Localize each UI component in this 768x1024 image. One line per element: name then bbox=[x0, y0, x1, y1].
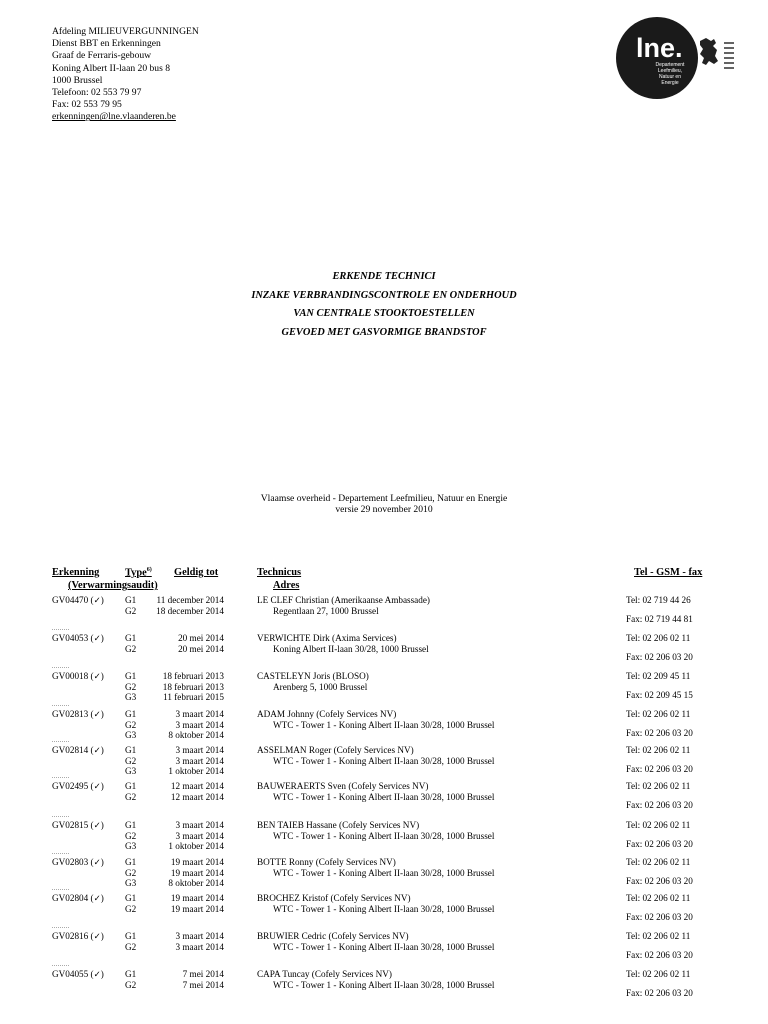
entry-separator bbox=[52, 853, 69, 854]
valid-until-date: 19 maart 2014 bbox=[170, 903, 224, 914]
gas-type: G2 bbox=[125, 903, 137, 914]
gas-type: G2 bbox=[125, 791, 137, 802]
gas-type: G3 bbox=[125, 692, 137, 703]
sender-line: 1000 Brussel bbox=[52, 74, 103, 86]
erkenning-number: GV02804 (✓) bbox=[52, 893, 104, 904]
telephone-number: Tel: 02 206 02 11 bbox=[626, 969, 691, 979]
valid-until-date: 19 maart 2014 bbox=[170, 857, 224, 867]
valid-until-date: 19 maart 2014 bbox=[170, 867, 224, 878]
valid-until-date: 18 februari 2013 bbox=[162, 681, 224, 692]
fax-number: Fax: 02 206 03 20 bbox=[626, 652, 693, 662]
header-contact: Tel - GSM - fax bbox=[634, 567, 703, 578]
erkenning-number: GV00018 (✓) bbox=[52, 671, 104, 682]
gas-type: G1 bbox=[125, 893, 137, 903]
sender-line: Koning Albert II-laan 20 bus 8 bbox=[52, 62, 171, 74]
gas-type: G3 bbox=[125, 730, 137, 741]
valid-until-date: 3 maart 2014 bbox=[175, 830, 224, 841]
checkmark-icon: ✓ bbox=[93, 894, 101, 904]
erkenning-number: GV02814 (✓) bbox=[52, 745, 104, 756]
erkenning-number: GV02813 (✓) bbox=[52, 709, 104, 720]
entry-separator bbox=[52, 965, 69, 966]
telephone-number: Tel: 02 206 02 11 bbox=[626, 633, 691, 643]
header-geldig-tot: Geldig tot bbox=[174, 567, 219, 578]
header-type-footnote: 6) bbox=[146, 567, 152, 573]
gas-type: G1 bbox=[125, 969, 137, 979]
gas-type: G1 bbox=[125, 745, 137, 755]
technician-name: ADAM Johnny (Cofely Services NV) bbox=[257, 709, 397, 719]
checkmark-icon: ✓ bbox=[93, 596, 101, 606]
telephone-number: Tel: 02 206 02 11 bbox=[626, 745, 691, 755]
technician-address: WTC - Tower 1 - Koning Albert II-laan 30/28, 1000 Brussel bbox=[273, 719, 495, 730]
valid-until-date: 3 maart 2014 bbox=[175, 931, 224, 941]
gas-type: G1 bbox=[125, 633, 137, 643]
fax-number: Fax: 02 206 03 20 bbox=[626, 876, 693, 886]
gas-type: G3 bbox=[125, 766, 137, 777]
gas-type: G2 bbox=[125, 755, 137, 766]
logo-wordmark: lne. bbox=[636, 33, 683, 63]
telephone-number: Tel: 02 206 02 11 bbox=[626, 893, 691, 903]
technician-name: BOTTE Ronny (Cofely Services NV) bbox=[257, 857, 396, 867]
valid-until-date: 8 oktober 2014 bbox=[168, 730, 224, 741]
sender-line: Dienst BBT en Erkenningen bbox=[52, 38, 161, 50]
telephone-number: Tel: 02 206 02 11 bbox=[626, 931, 691, 941]
checkmark-icon: ✓ bbox=[93, 970, 101, 980]
gas-type: G3 bbox=[125, 841, 137, 852]
gas-type: G2 bbox=[125, 830, 137, 841]
valid-until-date: 1 oktober 2014 bbox=[168, 841, 224, 852]
gas-type: G2 bbox=[125, 719, 137, 730]
flemish-lion-icon bbox=[700, 38, 718, 65]
erkenning-number: GV02803 (✓) bbox=[52, 857, 104, 868]
valid-until-date: 20 mei 2014 bbox=[178, 643, 224, 654]
technician-address: Arenberg 5, 1000 Brussel bbox=[273, 681, 368, 692]
valid-until-date: 11 februari 2015 bbox=[163, 692, 224, 703]
checkmark-icon: ✓ bbox=[93, 821, 101, 831]
fax-number: Fax: 02 206 03 20 bbox=[626, 912, 693, 922]
entry-separator bbox=[52, 927, 69, 928]
entry-separator bbox=[52, 667, 69, 668]
telephone-number: Tel: 02 206 02 11 bbox=[626, 857, 691, 867]
technician-address: WTC - Tower 1 - Koning Albert II-laan 30/28, 1000 Brussel bbox=[273, 941, 495, 952]
lne-logo-graphic bbox=[616, 17, 738, 99]
erkenning-id: GV02804 ( bbox=[52, 893, 94, 903]
valid-until-date: 8 oktober 2014 bbox=[168, 878, 224, 889]
gas-type: G1 bbox=[125, 709, 137, 719]
sender-address-block bbox=[52, 26, 199, 124]
technician-name: BROCHEZ Kristof (Cofely Services NV) bbox=[257, 893, 411, 903]
technician-name: LE CLEF Christian (Amerikaanse Ambassade) bbox=[257, 595, 430, 605]
valid-until-date: 12 maart 2014 bbox=[170, 781, 224, 791]
valid-until-date: 3 maart 2014 bbox=[175, 745, 224, 755]
valid-until-date: 1 oktober 2014 bbox=[168, 766, 224, 777]
erkenning-id: GV02816 ( bbox=[52, 931, 94, 941]
erkenning-id: GV04470 ( bbox=[52, 595, 94, 605]
entry-separator bbox=[52, 889, 69, 890]
header-verwarmingsaudit: (Verwarmingsaudit) bbox=[68, 580, 158, 591]
stripes-decoration bbox=[724, 43, 734, 68]
title-line: INZAKE VERBRANDINGSCONTROLE EN ONDERHOUD bbox=[251, 289, 517, 301]
fax-number: Fax: 02 209 45 15 bbox=[626, 690, 693, 700]
checkmark-icon: ✓ bbox=[93, 634, 101, 644]
gas-type: G2 bbox=[125, 605, 137, 616]
sender-line: Telefoon: 02 553 79 97 bbox=[52, 87, 142, 99]
header-erkenning: Erkenning bbox=[52, 567, 100, 578]
technician-name: BAUWERAERTS Sven (Cofely Services NV) bbox=[257, 781, 429, 791]
technician-address: Regentlaan 27, 1000 Brussel bbox=[273, 605, 379, 616]
technician-address: WTC - Tower 1 - Koning Albert II-laan 30/28, 1000 Brussel bbox=[273, 755, 495, 766]
telephone-number: Tel: 02 719 44 26 bbox=[626, 595, 691, 605]
erkenning-id: GV02815 ( bbox=[52, 820, 94, 830]
technician-name: BEN TAIEB Hassane (Cofely Services NV) bbox=[257, 820, 420, 830]
erkenning-id: GV04053 ( bbox=[52, 633, 94, 643]
valid-until-date: 3 maart 2014 bbox=[175, 755, 224, 766]
header-adres: Adres bbox=[273, 580, 300, 591]
technician-address: WTC - Tower 1 - Koning Albert II-laan 30/28, 1000 Brussel bbox=[273, 979, 495, 990]
gas-type: G2 bbox=[125, 867, 137, 878]
telephone-number: Tel: 02 206 02 11 bbox=[626, 781, 691, 791]
sender-line: Afdeling MILIEUVERGUNNINGEN bbox=[52, 26, 199, 37]
version-date: versie 29 november 2010 bbox=[335, 504, 433, 516]
gas-type: G1 bbox=[125, 595, 137, 605]
technician-name: ASSELMAN Roger (Cofely Services NV) bbox=[257, 745, 414, 755]
gas-type: G3 bbox=[125, 878, 137, 889]
erkenning-id: GV02803 ( bbox=[52, 857, 94, 867]
gas-type: G1 bbox=[125, 857, 137, 867]
valid-until-date: 3 maart 2014 bbox=[175, 941, 224, 952]
logo-subtitle: Leefmilieu, bbox=[657, 68, 683, 74]
erkenning-id: GV00018 ( bbox=[52, 671, 94, 681]
checkmark-icon: ✓ bbox=[93, 710, 101, 720]
valid-until-date: 7 mei 2014 bbox=[182, 969, 224, 979]
entry-separator bbox=[52, 629, 69, 630]
telephone-number: Tel: 02 206 02 11 bbox=[626, 709, 691, 719]
title-line: VAN CENTRALE STOOKTOESTELLEN bbox=[293, 308, 475, 320]
gas-type: G2 bbox=[125, 681, 137, 692]
valid-until-date: 7 mei 2014 bbox=[182, 979, 224, 990]
checkmark-icon: ✓ bbox=[93, 782, 101, 792]
erkenning-number: GV02815 (✓) bbox=[52, 820, 104, 831]
erkenning-number: GV04053 (✓) bbox=[52, 633, 104, 644]
publisher-line: Vlaamse overheid - Departement Leefmilieu, Natuur en Energie bbox=[260, 493, 508, 504]
fax-number: Fax: 02 206 03 20 bbox=[626, 988, 693, 998]
gas-type: G2 bbox=[125, 643, 137, 654]
erkenning-number: GV02816 (✓) bbox=[52, 931, 104, 942]
erkenning-id: GV02814 ( bbox=[52, 745, 94, 755]
gas-type: G1 bbox=[125, 781, 137, 791]
header-technicus: Technicus bbox=[257, 567, 302, 578]
valid-until-date: 18 februari 2013 bbox=[162, 671, 224, 681]
technician-address: WTC - Tower 1 - Koning Albert II-laan 30/28, 1000 Brussel bbox=[273, 867, 495, 878]
technician-name: BRUWIER Cedric (Cofely Services NV) bbox=[257, 931, 409, 941]
telephone-number: Tel: 02 206 02 11 bbox=[626, 820, 691, 830]
technician-name: VERWICHTE Dirk (Axima Services) bbox=[257, 633, 397, 643]
email-link[interactable]: erkenningen@lne.vlaanderen.be bbox=[52, 111, 176, 123]
erkenning-number: GV04470 (✓) bbox=[52, 595, 104, 606]
telephone-number: Tel: 02 209 45 11 bbox=[626, 671, 691, 681]
erkenning-id: GV02495 ( bbox=[52, 781, 94, 791]
checkmark-icon: ✓ bbox=[93, 932, 101, 942]
logo-subtitle: Energie bbox=[661, 80, 679, 86]
version-block bbox=[0, 493, 768, 516]
valid-until-date: 12 maart 2014 bbox=[170, 791, 224, 802]
checkmark-icon: ✓ bbox=[93, 746, 101, 756]
gas-type: G2 bbox=[125, 979, 137, 990]
fax-number: Fax: 02 206 03 20 bbox=[626, 800, 693, 810]
fax-number: Fax: 02 206 03 20 bbox=[626, 764, 693, 774]
gas-type: G1 bbox=[125, 820, 137, 830]
erkenning-id: GV02813 ( bbox=[52, 709, 94, 719]
header-type bbox=[125, 567, 152, 578]
valid-until-date: 20 mei 2014 bbox=[178, 633, 224, 643]
sender-line: Fax: 02 553 79 95 bbox=[52, 99, 122, 111]
entry-separator bbox=[52, 705, 69, 706]
title-line: GEVOED MET GASVORMIGE BRANDSTOF bbox=[281, 326, 487, 338]
fax-number: Fax: 02 719 44 81 bbox=[626, 614, 693, 624]
valid-until-date: 11 december 2014 bbox=[156, 595, 224, 605]
document-title bbox=[0, 268, 768, 342]
erkenning-id: GV04055 ( bbox=[52, 969, 94, 979]
checkmark-icon: ✓ bbox=[93, 672, 101, 682]
gas-type: G1 bbox=[125, 671, 137, 681]
fax-number: Fax: 02 206 03 20 bbox=[626, 950, 693, 960]
gas-type: G1 bbox=[125, 931, 137, 941]
technician-address: WTC - Tower 1 - Koning Albert II-laan 30/28, 1000 Brussel bbox=[273, 791, 495, 802]
fax-number: Fax: 02 206 03 20 bbox=[626, 728, 693, 738]
entry-separator bbox=[52, 816, 69, 817]
header-type-label: Type bbox=[125, 567, 147, 579]
technician-address: Koning Albert II-laan 30/28, 1000 Brussel bbox=[273, 643, 429, 654]
technician-name: CASTELEYN Joris (BLOSO) bbox=[257, 671, 369, 681]
technician-address: WTC - Tower 1 - Koning Albert II-laan 30/28, 1000 Brussel bbox=[273, 830, 495, 841]
sender-line: Graaf de Ferraris-gebouw bbox=[52, 50, 152, 62]
lne-logo bbox=[616, 17, 738, 99]
valid-until-date: 18 december 2014 bbox=[156, 605, 224, 616]
valid-until-date: 3 maart 2014 bbox=[175, 820, 224, 830]
erkenning-number: GV04055 (✓) bbox=[52, 969, 104, 980]
valid-until-date: 3 maart 2014 bbox=[175, 709, 224, 719]
erkenning-number: GV02495 (✓) bbox=[52, 781, 104, 792]
logo-subtitle: Departement bbox=[655, 62, 685, 68]
technician-address: WTC - Tower 1 - Koning Albert II-laan 30/28, 1000 Brussel bbox=[273, 903, 495, 914]
entry-separator bbox=[52, 777, 69, 778]
fax-number: Fax: 02 206 03 20 bbox=[626, 839, 693, 849]
checkmark-icon: ✓ bbox=[93, 858, 101, 868]
logo-subtitle: Natuur en bbox=[659, 74, 681, 80]
valid-until-date: 3 maart 2014 bbox=[175, 719, 224, 730]
gas-type: G2 bbox=[125, 941, 137, 952]
valid-until-date: 19 maart 2014 bbox=[170, 893, 224, 903]
entry-separator bbox=[52, 741, 69, 742]
title-line: ERKENDE TECHNICI bbox=[332, 271, 436, 282]
technician-name: CAPA Tuncay (Cofely Services NV) bbox=[257, 969, 392, 979]
